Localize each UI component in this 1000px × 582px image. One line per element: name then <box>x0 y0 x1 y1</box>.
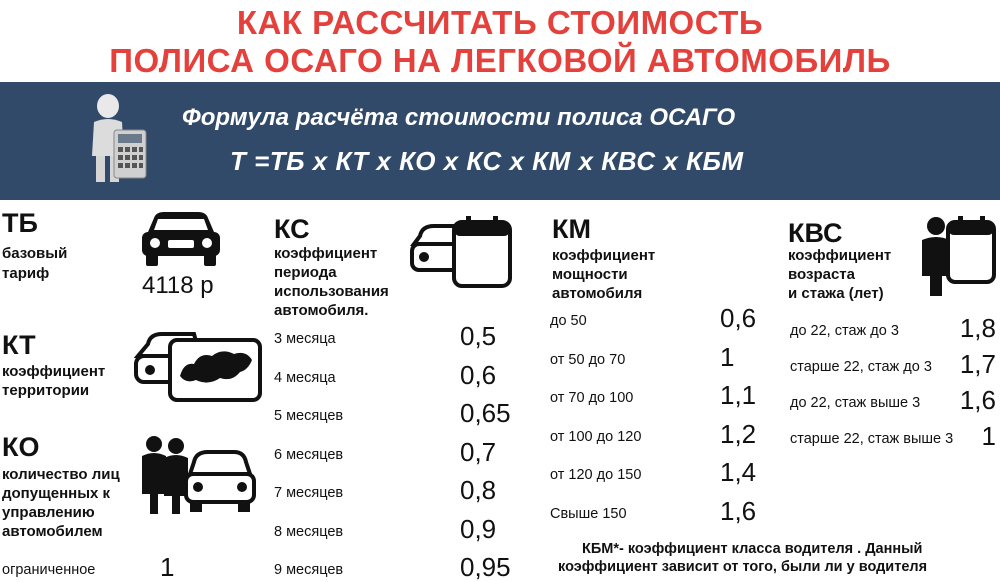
ks-row-value: 0,7 <box>460 436 497 467</box>
ks-desc-line-2: периода <box>274 264 337 281</box>
kvs-row-value: 1,6 <box>959 385 996 415</box>
km-row-value: 0,6 <box>720 303 757 333</box>
page-title-line-2: ПОЛИСА ОСАГО НА ЛЕГКОВОЙ АВТОМОБИЛЬ <box>109 42 891 79</box>
kvs-row-label: до 22, стаж выше 3 <box>790 395 921 411</box>
ks-row-label: 4 месяца <box>274 369 336 386</box>
kvs-row-value: 1 <box>981 421 996 451</box>
car-calendar-icon <box>410 214 514 290</box>
ks-row-value: 0,9 <box>460 513 497 544</box>
page-title-line-1: КАК РАССЧИТАТЬ СТОИМОСТЬ <box>236 4 764 41</box>
kvs-row-label: старше 22, стаж выше 3 <box>790 431 954 447</box>
kvs-row-label: старше 22, стаж до 3 <box>790 359 932 375</box>
ko-row-label: ограниченное <box>2 562 96 578</box>
km-row-value: 1,2 <box>720 418 757 449</box>
ks-row-label: 5 месяцев <box>274 408 344 424</box>
kt-code: КТ <box>2 330 36 360</box>
ko-desc-line-1: количество лиц <box>2 466 120 483</box>
tb-code: ТБ <box>2 208 38 238</box>
kvs-row-value: 1,7 <box>959 349 996 379</box>
kbm-note-line-2: коэффициент зависит от того, были ли у водителя <box>558 559 928 575</box>
ks-row-label: 8 месяцев <box>274 523 344 540</box>
km-row-value: 1,1 <box>720 380 757 410</box>
ko-row-value: 1 <box>160 552 175 582</box>
km-desc-line-1: коэффициент <box>552 247 656 264</box>
ko-code: КО <box>2 432 40 462</box>
kvs-desc-line-1: коэффициент <box>788 247 892 264</box>
ks-row-label: 9 месяцев <box>274 562 344 578</box>
km-code: КМ <box>552 214 591 244</box>
formula-banner <box>0 82 1000 200</box>
ks-code: КС <box>274 214 310 244</box>
car-front-icon <box>138 210 224 268</box>
kvs-desc-line-3: и стажа (лет) <box>788 285 884 302</box>
km-desc-line-3: автомобиля <box>552 285 643 302</box>
tb-desc-line-1: базовый <box>2 245 68 262</box>
km-row-label: от 70 до 100 <box>550 390 634 406</box>
km-row-label: Свыше 150 <box>550 505 627 522</box>
km-row-value: 1 <box>720 341 735 372</box>
tb-desc-line-2: тариф <box>2 265 50 282</box>
kvs-row-value: 1,8 <box>959 313 996 343</box>
kvs-row-label: до 22, стаж до 3 <box>790 323 899 339</box>
kvs-desc-line-2: возраста <box>788 266 855 283</box>
km-row-value: 1,4 <box>720 457 757 487</box>
ks-row-value: 0,5 <box>460 321 497 351</box>
ks-row-value: 0,6 <box>460 359 497 390</box>
ks-row-value: 0,8 <box>460 475 497 505</box>
ks-desc-line-3: использования <box>274 283 389 300</box>
ks-desc-line-4: автомобиля. <box>274 302 369 319</box>
ko-desc-line-2: допущенных к <box>2 485 111 502</box>
km-row-label: от 50 до 70 <box>550 351 626 368</box>
km-row-label: от 120 до 150 <box>550 467 642 483</box>
km-row-label: до 50 <box>550 313 587 329</box>
person-calendar-icon <box>918 214 998 298</box>
people-and-car-icon <box>136 434 258 516</box>
ks-row-label: 6 месяцев <box>274 446 344 463</box>
km-row-label: от 100 до 120 <box>550 428 642 445</box>
car-with-russia-map-icon <box>134 326 264 406</box>
ks-row-value: 0,65 <box>460 398 511 428</box>
ks-row-label: 3 месяца <box>274 331 336 347</box>
ks-row-label: 7 месяцев <box>274 485 344 501</box>
ks-row-value: 0,95 <box>460 552 511 582</box>
kt-desc-line-2: территории <box>2 382 90 399</box>
banner-subtitle: Формула расчёта стоимости полиса ОСАГО <box>182 104 736 131</box>
km-row-value: 1,6 <box>720 495 757 526</box>
ks-desc-line-1: коэффициент <box>274 245 378 262</box>
ko-desc-line-3: управлению <box>2 504 95 521</box>
tb-value: 4118 р <box>142 272 214 299</box>
ko-desc-line-4: автомобилем <box>2 523 103 540</box>
kbm-note-line-1: КБМ*- коэффициент класса водителя . Данный <box>582 541 923 557</box>
person-with-calculator-icon <box>78 90 150 190</box>
formula-text: Т =ТБ х КТ х КО х КС х КМ х КВС х КБМ <box>230 146 744 176</box>
km-desc-line-2: мощности <box>552 266 628 283</box>
kvs-code: КВС <box>788 218 843 248</box>
kt-desc-line-1: коэффициент <box>2 363 106 380</box>
